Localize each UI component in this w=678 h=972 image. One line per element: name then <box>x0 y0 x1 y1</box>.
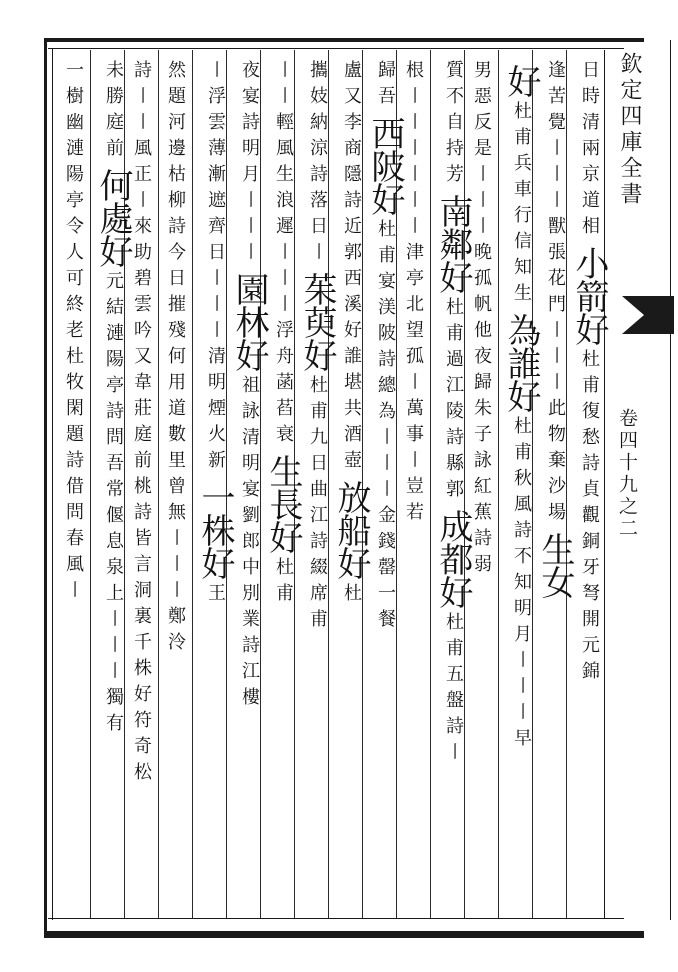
column-rule <box>430 50 431 918</box>
text-column <box>535 60 575 602</box>
annotation-text: 杜甫 <box>273 557 294 609</box>
entry-headword: 何處好 <box>93 168 133 267</box>
frame-inner-bottom <box>48 918 624 919</box>
fishtail-mark-icon <box>622 292 674 338</box>
annotation-text: 〡〡〡津亭北望孤 <box>403 164 424 372</box>
annotation-text: 杜甫過江陵詩縣郭 <box>443 297 464 505</box>
entry-headword: 園林好 <box>229 272 269 371</box>
annotation-text: 甫 <box>307 609 328 635</box>
annotation-text: 一樹幽 <box>63 60 84 138</box>
annotation-text: 王 <box>205 583 226 609</box>
annotation-text: 男惡反是〡〡〡 <box>471 60 492 242</box>
entry-headword: 小箭好 <box>569 246 609 345</box>
annotation-text: 日時清兩京道相 <box>579 60 600 242</box>
annotation-text: 杜甫九日曲江詩綴席 <box>307 375 328 609</box>
annotation-text: 根〡〡〡 <box>403 60 424 164</box>
frame-inner-left <box>52 48 53 920</box>
annotation-text: 〡〡輕風生浪遲 <box>273 60 294 242</box>
annotation-text: 〡萬事〡豈若 <box>403 372 424 528</box>
annotation-text: 夜宴詩明月〡〡〡 <box>239 60 260 268</box>
annotation-text: 漣陽亭令人可終老杜牧閑題詩借問春風〡 <box>63 138 84 606</box>
annotation-text: 〡〡〡浮舟菡萏衰 <box>273 242 294 450</box>
text-column <box>62 60 83 606</box>
entry-headword: 放船好 <box>331 480 371 579</box>
annotation-text: 杜甫五盤詩〡 <box>443 612 464 768</box>
annotation-text: 泠 <box>165 632 186 658</box>
column-rule <box>498 50 499 918</box>
text-column <box>195 60 235 609</box>
text-column <box>164 60 185 658</box>
annotation-text: 未勝庭前 <box>103 60 124 164</box>
column-rule <box>158 50 159 918</box>
annotation-text: 杜 <box>341 583 362 609</box>
text-column <box>130 60 151 788</box>
entry-headword: 好 <box>501 64 541 97</box>
column-rule <box>90 50 91 918</box>
entry-headword: 成都好 <box>433 509 473 608</box>
annotation-text: 符奇松 <box>131 710 152 788</box>
text-column <box>365 60 405 635</box>
annotation-text: 詩〡〡風正〡來助碧雲吟又韋莊庭前桃詩皆言洞裏千株好 <box>131 60 152 710</box>
entry-headword: 茱萸好 <box>297 272 337 371</box>
annotation-text: 杜甫兵車行信知生 <box>511 101 532 309</box>
entry-headword: 一株好 <box>195 480 235 579</box>
frame-inner-top <box>48 48 624 49</box>
annotation-text: 齊日〡〡〡清明煙火新 <box>205 216 226 476</box>
text-column <box>331 60 371 609</box>
annotation-text: 〡浮雲薄漸遮 <box>205 60 226 216</box>
entry-headword: 生長好 <box>263 454 303 553</box>
annotation-text: 攜妓納涼詩落日〡 <box>307 60 328 268</box>
text-column <box>263 60 303 609</box>
annotation-text: 元結漣陽亭詩問吾常偃息泉上〡〡〡獨有 <box>103 271 124 739</box>
annotation-text: 獸張花門〡〡〡此物棄沙場 <box>545 216 566 528</box>
entry-headword: 為誰好 <box>501 313 541 412</box>
volume-label: 卷四十九之二 <box>616 408 638 540</box>
annotation-text: 江樓 <box>239 661 260 713</box>
annotation-text: 又李商隱詩近郭西溪好誰堪共酒壺 <box>341 86 362 476</box>
text-column <box>433 60 473 768</box>
text-column <box>501 60 541 754</box>
annotation-text: 逢苦覺〡〡〡 <box>545 60 566 216</box>
annotation-text: 歸吾 <box>375 60 396 112</box>
text-column <box>93 60 133 739</box>
annotation-text: 然題河邊枯柳詩今日摧殘何用道數里曾無〡〡〡鄭 <box>165 60 186 632</box>
fold-edge <box>670 40 671 920</box>
entry-headword: 生女 <box>535 532 575 598</box>
annotation-text: 質不自持芳 <box>443 60 464 190</box>
text-column <box>402 60 423 528</box>
annotation-text: 晚孤帆他夜歸朱子詠紅蕉詩弱 <box>471 242 492 580</box>
annotation-text: 杜甫宴渼陂詩總為〡〡〡金錢罄一餐 <box>375 219 396 635</box>
annotation-text: 杜甫秋風詩不知明月〡〡〡早 <box>511 416 532 754</box>
annotation-text: 盧 <box>341 60 362 86</box>
entry-headword: 西陂好 <box>365 116 405 215</box>
annotation-text: 杜甫復愁詩貞觀銅牙弩開元錦 <box>579 349 600 687</box>
book-title: 欽定四庫全書 <box>617 52 642 208</box>
column-rule <box>192 50 193 918</box>
text-column <box>229 60 269 713</box>
text-column <box>569 60 609 687</box>
text-column <box>297 60 337 635</box>
annotation-text: 祖詠清明宴劉郎中別業詩 <box>239 375 260 661</box>
text-column <box>470 60 491 580</box>
entry-headword: 南鄰好 <box>433 194 473 293</box>
